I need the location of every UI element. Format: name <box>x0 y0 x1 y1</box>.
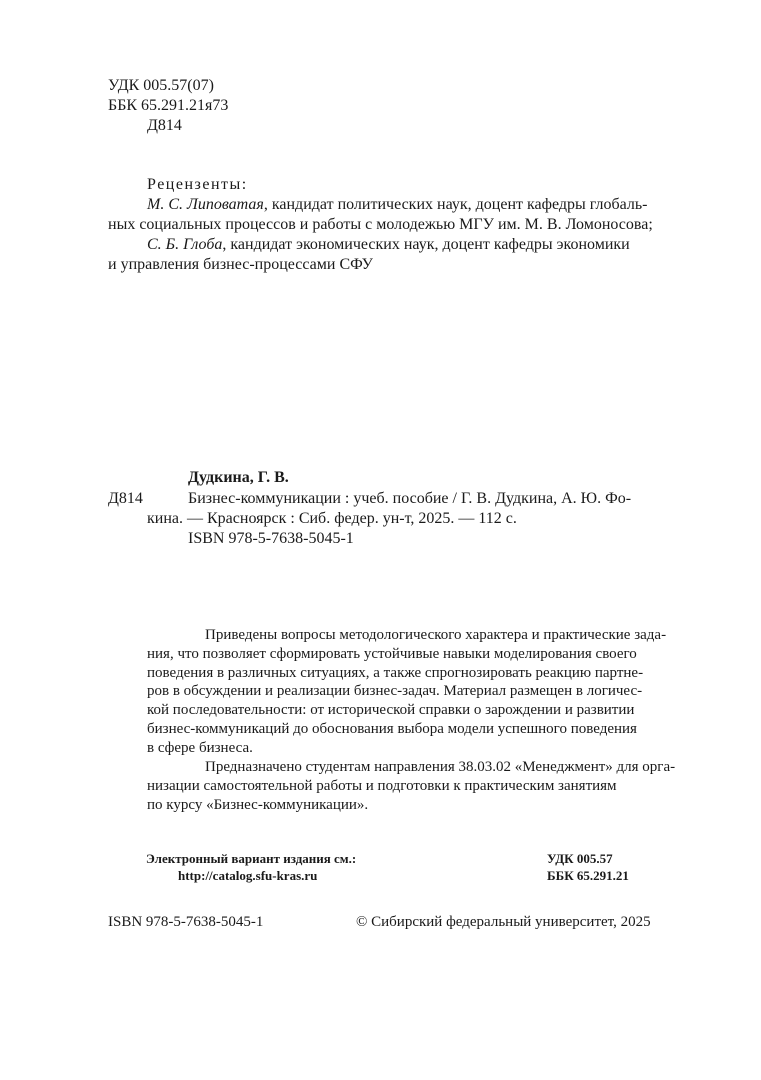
reviewer-1-line-2: ных социальных процессов и работы с молодежью МГУ им. М. В. Ломоносова; <box>108 216 653 233</box>
annotation-line: Предназначено студентам направления 38.03.02 «Менеджмент» для орга- <box>205 759 676 775</box>
annotation-paragraph-2 <box>147 758 675 814</box>
annotation-line: ния, что позволяет сформировать устойчивые навыки моделирования своего <box>147 645 637 662</box>
reviewer-2-desc: , кандидат экономических наук, доцент кафедры экономики <box>222 236 630 253</box>
reviewer-2-line-2: и управления бизнес-процессами СФУ <box>108 256 373 273</box>
author-mark: Д814 <box>147 117 182 134</box>
biblio-line-1: Бизнес-коммуникации : учеб. пособие / Г. В. Дудкина, А. Ю. Фо- <box>188 490 632 507</box>
reviewer-1-name: М. С. Липоватая <box>147 196 264 213</box>
electronic-version-label: Электронный вариант издания см.: <box>146 851 357 866</box>
bbk-short: ББК 65.291.21 <box>547 868 629 883</box>
reviewers-heading: Рецензенты: <box>147 176 248 193</box>
copyright: © Сибирский федеральный университет, 2025 <box>356 914 651 930</box>
footer-isbn: ISBN 978-5-7638-5045-1 <box>108 914 264 930</box>
annotation-line: низации самостоятельной работы и подготовки к практическим занятиям <box>147 777 617 794</box>
annotation-line: ров в обсуждении и реализации бизнес-задач. Материал размещен в логичес- <box>147 683 643 700</box>
udk-code: УДК 005.57(07) <box>108 77 214 94</box>
udk-short: УДК 005.57 <box>547 851 613 866</box>
reviewer-2-name: С. Б. Глоба <box>147 236 223 253</box>
annotation-line: по курсу «Бизнес-коммуникации». <box>147 796 369 813</box>
bbk-code: ББК 65.291.21я73 <box>108 97 229 114</box>
electronic-version-url[interactable]: http://catalog.sfu-kras.ru <box>178 868 318 883</box>
reviewer-1-line-1 <box>147 195 648 215</box>
biblio-mark: Д814 <box>108 490 143 507</box>
annotation-line: кой последовательности: от исторической справки о зарождении и развитии <box>147 702 635 719</box>
biblio-line-2: кина. — Красноярск : Сиб. федер. ун-т, 2025. — 112 с. <box>147 510 517 527</box>
author-heading: Дудкина, Г. В. <box>188 469 289 486</box>
biblio-isbn: ISBN 978-5-7638-5045-1 <box>188 530 354 547</box>
annotation-line: бизнес-коммуникаций до обоснования выбора модели успешного поведения <box>147 720 637 737</box>
reviewer-1-desc: , кандидат политических наук, доцент кафедры глобаль- <box>263 196 648 213</box>
annotation-paragraph-1 <box>147 626 666 758</box>
annotation-line: Приведены вопросы методологического характера и практические зада- <box>205 627 667 643</box>
reviewer-2-line-1 <box>147 235 630 255</box>
annotation-line: в сфере бизнеса. <box>147 739 253 756</box>
annotation-line: поведения в различных ситуациях, а также спрогнозировать реакцию партне- <box>147 664 644 681</box>
